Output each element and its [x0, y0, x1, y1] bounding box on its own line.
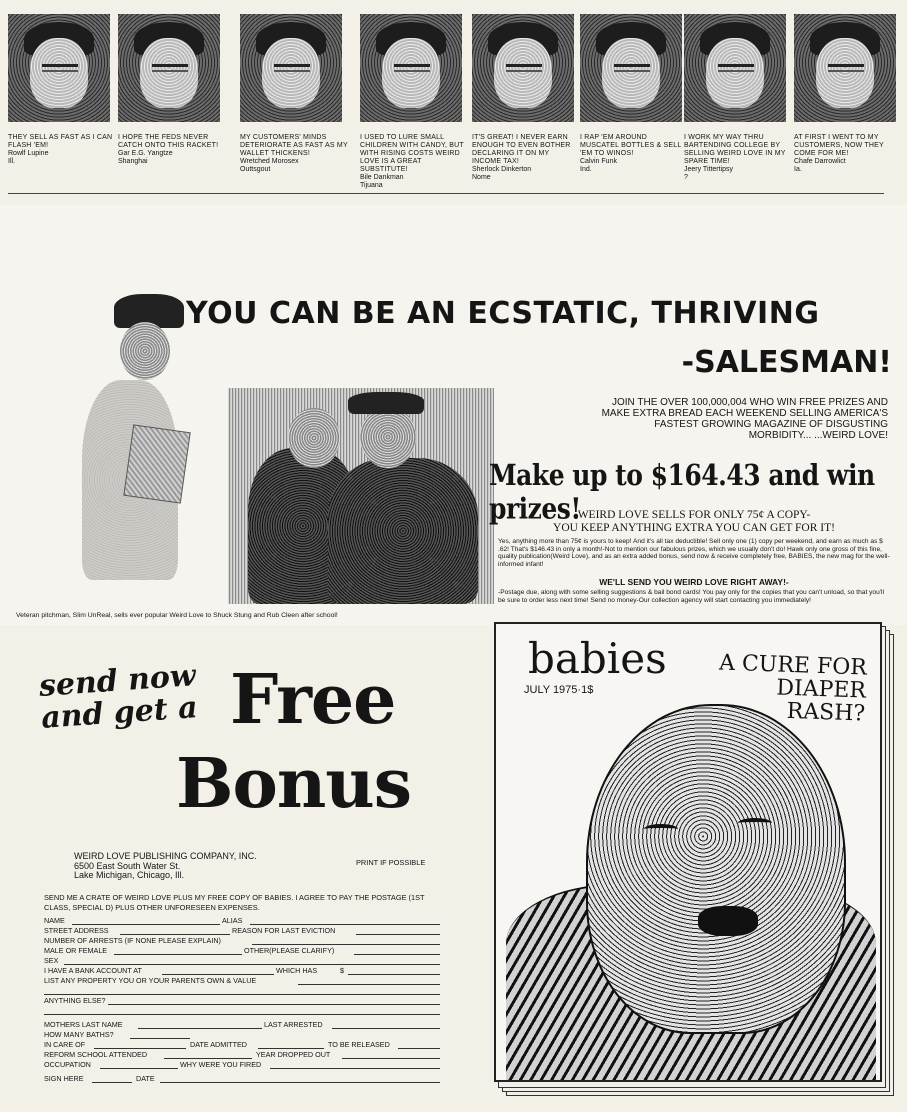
admitted-input-line[interactable] — [258, 1048, 324, 1049]
fired-input-line[interactable] — [270, 1068, 440, 1069]
other-input-line[interactable] — [354, 954, 440, 955]
divider — [8, 193, 884, 194]
testimonial-name: Rowlf Lupine — [8, 150, 49, 157]
eviction-input-line[interactable] — [356, 934, 440, 935]
field-row — [44, 1050, 444, 1060]
magazine-cover — [494, 622, 882, 1082]
field-label: MALE OR FEMALE — [44, 946, 108, 955]
testimonial-quote: IT'S GREAT! I NEVER EARN ENOUGH TO EVEN BOTHER DECLARING IT ON MY INCOME TAX! — [472, 134, 571, 165]
field-label: WHY WERE YOU FIRED — [180, 1060, 262, 1069]
field-label: MOTHERS LAST NAME — [44, 1020, 123, 1029]
free-heading: Free — [230, 660, 396, 740]
field-label: SEX — [44, 956, 59, 965]
bank-input-line[interactable] — [162, 974, 274, 975]
name-input-line[interactable] — [72, 924, 220, 925]
bonus-heading: Bonus — [176, 744, 411, 824]
field-row — [44, 926, 444, 936]
testimonial-strip — [8, 14, 900, 192]
field-label: REASON FOR LAST EVICTION — [232, 926, 336, 935]
testimonial — [118, 14, 226, 166]
field-label: DATE ADMITTED — [190, 1040, 247, 1049]
dropped-input-line[interactable] — [342, 1058, 440, 1059]
portrait-photo — [794, 14, 896, 122]
print-note: PRINT IF POSSIBLE — [356, 858, 426, 867]
magazine-cover-line: A CURE FOR DIAPER RASH? — [718, 650, 868, 727]
field-row — [44, 1074, 444, 1084]
testimonial-quote: I RAP 'EM AROUND MUSCATEL BOTTLES & SELL 'EM TO WINOS! — [580, 134, 682, 157]
date-input-line[interactable] — [160, 1082, 440, 1083]
testimonial-name: Sherlock Dinkerton — [472, 166, 532, 173]
field-row — [44, 1020, 444, 1030]
portrait-photo — [240, 14, 342, 122]
blank-input-line[interactable] — [44, 994, 440, 995]
field-row — [44, 1030, 444, 1040]
field-label: TO BE RELEASED — [328, 1040, 390, 1049]
testimonial-place: Ind. — [580, 166, 592, 173]
baby-illustration-head — [586, 704, 846, 1034]
testimonial-name: Bile Dankman — [360, 174, 404, 181]
field-row — [44, 986, 444, 996]
field-row — [44, 1060, 444, 1070]
field-label: ALIAS — [222, 916, 243, 925]
portrait-photo — [472, 14, 574, 122]
testimonial-place: Tijuana — [360, 182, 383, 189]
headline: YOU CAN BE AN ECSTATIC, THRIVING — [186, 296, 820, 331]
testimonial-place: Outtsgout — [240, 166, 271, 173]
testimonial-name: Calvin Funk — [580, 158, 617, 165]
reform-input-line[interactable] — [164, 1058, 252, 1059]
fine-print-postage: -Postage due, along with some selling suggestions & bail bond cards! You pay only for the copies that you can't unload, so that you'll be sure to order less next time! Send no money-Our collection agency will start contacting you immediately! — [498, 589, 884, 604]
arrests-input-line[interactable] — [252, 944, 440, 945]
property-input-line[interactable] — [298, 984, 440, 985]
babies-magazine-stack — [494, 622, 896, 1098]
field-label: OCCUPATION — [44, 1060, 91, 1069]
we-send-text: WE'LL SEND YOU WEIRD LOVE RIGHT AWAY!- — [599, 577, 789, 587]
testimonial-quote: THEY SELL AS FAST AS I CAN FLASH 'EM! — [8, 134, 113, 149]
blank-input-line[interactable] — [44, 1014, 440, 1015]
small-magazine-image — [123, 424, 190, 503]
testimonial-place: Ia. — [794, 166, 802, 173]
field-row — [44, 946, 444, 956]
testimonial-quote: I WORK MY WAY THRU BARTENDING COLLEGE BY SELLING WEIRD LOVE IN MY SPARE TIME! — [684, 134, 786, 165]
field-label: HOW MANY BATHS? — [44, 1030, 114, 1039]
testimonial — [8, 14, 116, 166]
portrait-photo — [580, 14, 682, 122]
portrait-photo — [360, 14, 462, 122]
send-now-script: send now and get a — [37, 658, 199, 736]
field-row — [44, 966, 444, 976]
field-label: I HAVE A BANK ACCOUNT AT — [44, 966, 142, 975]
testimonial-place: Shanghai — [118, 158, 148, 165]
join-text: JOIN THE OVER 100,000,004 WHO WIN FREE PRIZES AND MAKE EXTRA BREAD EACH WEEKEND SELLING AMERICA'S FASTEST GROWING MAGAZINE OF DISGUSTING MORBIDITY... ...WEIRD LOVE! — [601, 397, 888, 441]
field-label: STREET ADDRESS — [44, 926, 109, 935]
company-address: WEIRD LOVE PUBLISHING COMPANY, INC. 6500 East South Water St. Lake Michigan, Chicago, Ill. — [74, 851, 257, 880]
testimonial-name: Gar E.G. Yangtze — [118, 150, 173, 157]
field-label: DATE — [136, 1074, 155, 1083]
fine-print: Yes, anything more than 75¢ is yours to keep! And it's all tax deductible! Sell only one (1) copy per weekend, and earn as much as $ .62! That's $146.43 in only a month!-Not to mention our fabulous prizes, which we usually don't do! Hawk only one gross of this fine, quality publication(Weird Love), and as an extra added bonus, send now & receive completely free, BABIES, the new mag for the well-informed infant! — [498, 538, 890, 568]
signature-input-line[interactable] — [92, 1082, 132, 1083]
portrait-photo — [8, 14, 110, 122]
field-row — [44, 1006, 444, 1016]
field-row — [44, 976, 444, 986]
field-label: REFORM SCHOOL ATTENDED — [44, 1050, 148, 1059]
testimonial-quote: MY CUSTOMERS' MINDS DETERIORATE AS FAST AS MY WALLET THICKENS! — [240, 134, 348, 157]
balance-input-line[interactable] — [348, 974, 440, 975]
field-label: SIGN HERE — [44, 1074, 84, 1083]
testimonial — [684, 14, 792, 182]
make-up-banner: Make up to $164.43 and win prizes! — [489, 458, 875, 526]
field-label: NUMBER OF ARRESTS (IF NONE PLEASE EXPLAIN) — [44, 936, 221, 945]
anything-input-line[interactable] — [108, 1004, 440, 1005]
testimonial — [360, 14, 468, 190]
mother-input-line[interactable] — [138, 1028, 262, 1029]
gender-input-line[interactable] — [114, 954, 242, 955]
field-label: NAME — [44, 916, 65, 925]
testimonial — [794, 14, 902, 174]
baths-input-line[interactable] — [130, 1038, 190, 1039]
field-row — [44, 1040, 444, 1050]
agree-text: SEND ME A CRATE OF WEIRD LOVE PLUS MY FREE COPY OF BABIES. I AGREE TO PAY THE POSTAGE (1ST CLASS, SPECIAL D) PLUS OTHER UNFORESEEN EXPENSES. — [44, 893, 425, 912]
magazine-title: babies — [528, 634, 667, 683]
field-label: IN CARE OF — [44, 1040, 86, 1049]
alias-input-line[interactable] — [250, 924, 440, 925]
form-fields — [44, 916, 444, 1084]
released-input-line[interactable] — [398, 1048, 440, 1049]
field-row — [44, 996, 444, 1006]
field-label: LIST ANY PROPERTY YOU OR YOUR PARENTS OWN & VALUE — [44, 976, 257, 985]
testimonial-name: Wretched Morosex — [240, 158, 299, 165]
testimonial — [472, 14, 580, 182]
testimonial-name: Chafe Darrowlict — [794, 158, 846, 165]
testimonial-place: Ill. — [8, 158, 15, 165]
field-label: $ — [340, 966, 344, 975]
photo-caption: Veteran pitchman, Slim UnReal, sells ever popular Weird Love to Shuck Stung and Rub Cleen after school! — [16, 612, 338, 619]
field-label: YEAR DROPPED OUT — [256, 1050, 331, 1059]
magazine-date: JULY 1975·1$ — [524, 684, 594, 696]
field-row — [44, 956, 444, 966]
pitchman-photo — [228, 388, 494, 604]
field-label: WHICH HAS — [276, 966, 318, 975]
last-arrested-input-line[interactable] — [332, 1028, 440, 1029]
field-label: ANYTHING ELSE? — [44, 996, 106, 1005]
testimonial-place: Nome — [472, 174, 491, 181]
testimonial-quote: I HOPE THE FEDS NEVER CATCH ONTO THIS RACKET! — [118, 134, 219, 149]
occupation-input-line[interactable] — [100, 1068, 178, 1069]
field-row — [44, 936, 444, 946]
street-input-line[interactable] — [120, 934, 230, 935]
portrait-photo — [118, 14, 220, 122]
headline-salesman: -SALESMAN! — [681, 345, 892, 380]
testimonial — [580, 14, 688, 174]
field-label: LAST ARRESTED — [264, 1020, 323, 1029]
testimonial-quote: I USED TO LURE SMALL CHILDREN WITH CANDY, BUT WITH RISING COSTS WEIRD LOVE IS A GREAT SUBSTITUTE! — [360, 134, 464, 173]
testimonial — [240, 14, 348, 174]
testimonial-quote: AT FIRST I WENT TO MY CUSTOMERS, NOW THEY COME FOR ME! — [794, 134, 884, 157]
field-row — [44, 916, 444, 926]
testimonial-place: ? — [684, 174, 688, 181]
in-care-input-line[interactable] — [94, 1048, 186, 1049]
field-label: OTHER(PLEASE CLARIFY) — [244, 946, 335, 955]
sells-text: WEIRD LOVE SELLS FOR ONLY 75¢ A COPY- YOU KEEP ANYTHING EXTRA YOU CAN GET FOR IT! — [553, 509, 835, 534]
sex-input-line[interactable] — [64, 964, 440, 965]
portrait-photo — [684, 14, 786, 122]
testimonial-name: Jeery Tittertipsy — [684, 166, 734, 173]
